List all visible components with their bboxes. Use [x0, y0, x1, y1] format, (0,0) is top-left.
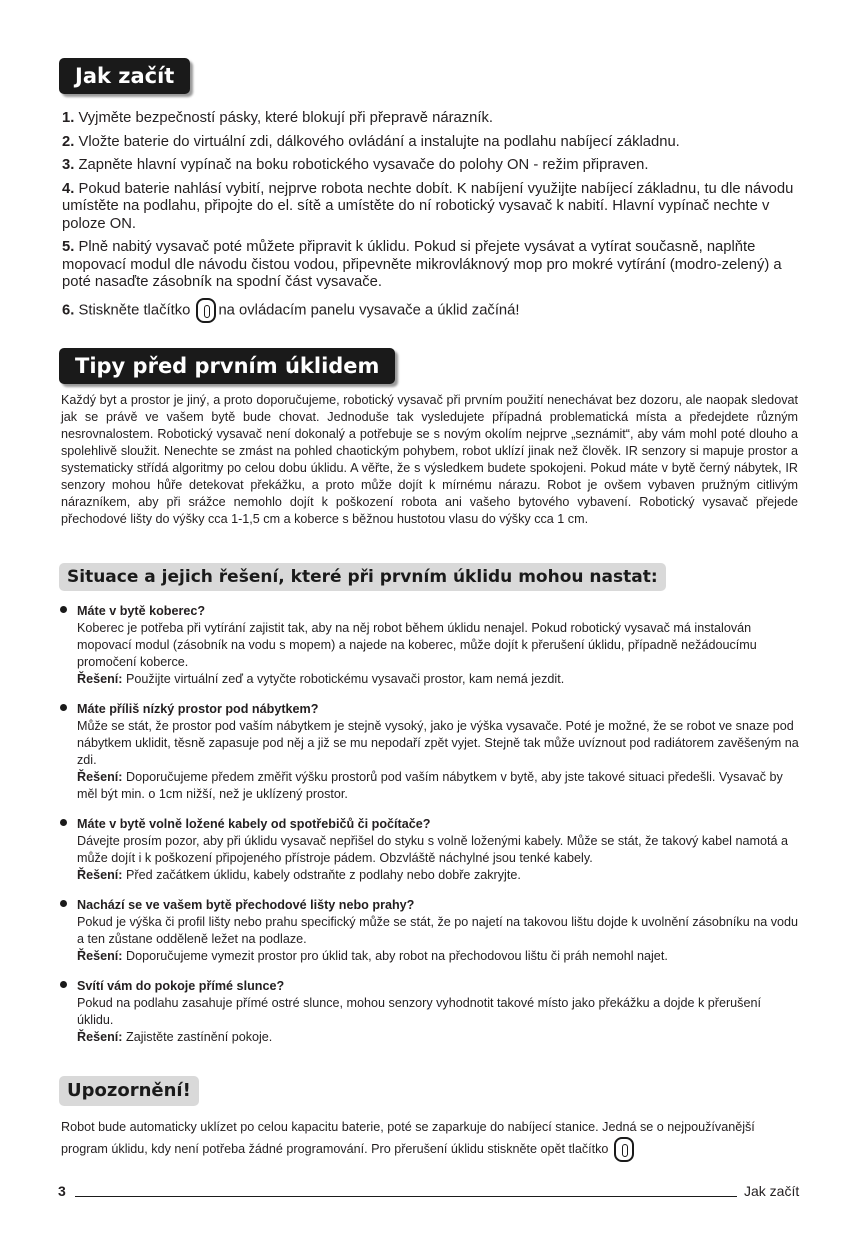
situation-question: Svítí vám do pokoje přímé slunce? — [77, 979, 285, 993]
footer-divider — [75, 1196, 737, 1197]
step-2 — [62, 134, 812, 152]
solution-text: Použijte virtuální zeď a vytyčte robotickému vysavači prostor, kam nemá jezdit. — [126, 672, 565, 686]
situation-question: Nachází se ve vašem bytě přechodové lišty nebo prahy? — [77, 898, 415, 912]
step-number: 4. — [62, 180, 75, 197]
tips-paragraph: Každý byt a prostor je jiný, a proto doporučujeme, robotický vysavač při prvním použití nenechávat bez dozoru, ale naopak sledovat jak se právě ve vašem bytě bude chovat. Jednoduše tak vysledujete případná problematická místa a předejdete různým nesrovnalostem. Robotický vysavač není dokonalý a potřebuje se s novým okolím nejprve „seznámit“, aby vám mohl poté dlouho a spolehlivě sloužit. Nenechte se zmást na pohled chaotickým pohybem, robot uklízí jinak než člověk. IR senzory si mapuje prostor a systematicky střídá algoritmy po celou dobu úklidu. A věřte, že s výsledkem budete spokojeni. Pokud máte v bytě černý nábytek, IR senzory mohou hůře detekovat překážku, a proto může dojít k mírnému nárazu. Robot je ovšem vybaven pružným citlivým nárazníkem, aby při srážce nemohlo dojít k poškození robota ani vašeho bytového vybavení. Robotický vysavač přejede přechodové lišty do výšky cca 1-1,5 cm a koberce s běžnou hustotou vlasu do výšky cca 1 cm. — [61, 393, 798, 526]
situation-question: Máte v bytě volně ložené kabely od spotřebičů či počítače? — [77, 817, 431, 831]
step-number: 3. — [62, 157, 75, 173]
bullet-icon — [60, 704, 67, 711]
solution-label: Řešení: — [77, 770, 123, 784]
situation-solution — [77, 671, 800, 688]
situation-question: Máte v bytě koberec? — [77, 604, 206, 618]
solution-label: Řešení: — [77, 868, 123, 882]
section-heading-jak-zacit: Jak začít — [59, 58, 190, 94]
step-text: Stiskněte tlačítko — [78, 301, 191, 318]
warning-text: Robot bude automaticky uklízet po celou kapacitu baterie, poté se zaparkuje do nabíjecí stanice. Jedná se o nejpoužívanější program úklidu, kdy není potřeba žádné programování. Pro přerušení úklidu stiskněte opět tlačítko — [61, 1120, 755, 1156]
warning-paragraph — [61, 1118, 791, 1162]
power-button-icon — [196, 298, 216, 323]
bullet-icon — [60, 819, 67, 826]
solution-label: Řešení: — [77, 1030, 123, 1044]
situation-text: Může se stát, že prostor pod vaším nábytkem je stejně vysoký, jako je výška vysavače. Poté je možné, že se robot ve snaze pod nábytkem uklidit, těsně zapasuje pod něj a již se mu nepodaří zpět vyjet. Stejně tak může uvíznout pod radiátorem zavěšeným na zdi. — [77, 719, 799, 767]
situation-text: Pokud je výška či profil lišty nebo prahu specifický může se stát, že po najetí na takovou lištu dojde k uvolnění zásobníku na vodu a ten zůstane odděleně ležet na podlaze. — [77, 915, 799, 946]
step-number: 1. — [62, 110, 75, 126]
solution-label: Řešení: — [77, 949, 123, 963]
step-4 — [62, 181, 812, 234]
situation-text: Pokud na podlahu zasahuje přímé ostré slunce, mohou senzory vyhodnotit takové místo jako překážku a dojde k přerušení úklidu. — [77, 996, 761, 1027]
step-number: 6. — [62, 301, 75, 318]
bullet-icon — [60, 606, 67, 613]
situation-question: Máte příliš nízký prostor pod nábytkem? — [77, 702, 319, 716]
section-heading-tipy: Tipy před prvním úklidem — [59, 348, 395, 384]
bullet-icon — [60, 981, 67, 988]
solution-label: Řešení: — [77, 672, 123, 686]
solution-text: Doporučujeme předem změřit výšku prostorů pod vaším nábytkem v bytě, aby jste takové situaci předešli. Vysavač by měl být min. o 1cm nižší, než je uklízený prostor. — [77, 770, 783, 801]
situation-text: Koberec je potřeba při vytírání zajistit tak, aby na něj robot během úklidu nenajel. Pokud robotický vysavač má instalován mopovací modul (zásobník na vodu s mopem) a najede na koberec, může dojít k přerušení úklidu, případně nežádoucímu promočení koberce. — [77, 621, 757, 669]
page-number: 3 — [58, 1183, 66, 1199]
step-number: 5. — [62, 239, 75, 255]
bullet-icon — [60, 900, 67, 907]
step-text: Vložte baterie do virtuální zdi, dálkového ovládání a instalujte na podlahu nabíjecí základnu. — [78, 133, 680, 150]
list-item — [60, 603, 800, 688]
situation-solution — [77, 867, 800, 884]
situation-solution — [77, 948, 800, 965]
section-heading-situace: Situace a jejich řešení, které při prvním úklidu mohou nastat: — [59, 563, 666, 591]
list-item — [60, 701, 800, 803]
situation-solution — [77, 1029, 800, 1046]
step-text: Vyjměte bezpečností pásky, které blokují při přepravě nárazník. — [78, 110, 493, 126]
solution-text: Doporučujeme vymezit prostor pro úklid tak, aby robot na přechodovou lištu či práh nemohl najet. — [126, 949, 668, 963]
steps-list — [62, 110, 812, 329]
step-text: na ovládacím panelu vysavače a úklid začíná! — [218, 301, 520, 318]
step-5 — [62, 239, 812, 292]
situation-text: Dávejte prosím pozor, aby při úklidu vysavač nepřišel do styku s volně loženými kabely. Může se stát, že takový kabel namotá a může dojít i k poškození připojeného přístroje pádem. Obzvláště náchylné jsou tenké kabely. — [77, 834, 788, 865]
list-item — [60, 816, 800, 884]
situation-solution — [77, 769, 800, 803]
footer-title: Jak začít — [744, 1183, 800, 1199]
power-button-icon — [614, 1137, 634, 1162]
step-text: Zapněte hlavní vypínač na boku robotického vysavače do polohy ON - režim připraven. — [78, 157, 649, 173]
step-number: 2. — [62, 133, 75, 150]
step-6 — [62, 298, 812, 323]
solution-text: Před začátkem úklidu, kabely odstraňte z podlahy nebo dobře zakryjte. — [126, 868, 521, 882]
solution-text: Zajistěte zastínění pokoje. — [126, 1030, 273, 1044]
list-item — [60, 897, 800, 965]
situations-list — [60, 603, 800, 1059]
step-3 — [62, 157, 812, 175]
section-heading-upozorneni: Upozornění! — [59, 1076, 199, 1106]
step-text: Plně nabitý vysavač poté můžete připravit k úklidu. Pokud si přejete vysávat a vytírat současně, naplňte mopovací modul dle návodu čistou vodou, připevněte mikrovláknový mop pro mokré vytírání (modro-zelený) a poté nasaďte zásobník na spodní část vysavače. — [62, 239, 782, 290]
list-item — [60, 978, 800, 1046]
step-1 — [62, 110, 812, 128]
step-text: Pokud baterie nahlásí vybití, nejprve robota nechte dobít. K nabíjení využijte nabíjecí základnu, tu dle návodu umístěte na podlahu, připojte do el. sítě a umístěte do ní robotický vysavač k nabití. Hlavní vypínač nechte v poloze ON. — [62, 180, 794, 232]
